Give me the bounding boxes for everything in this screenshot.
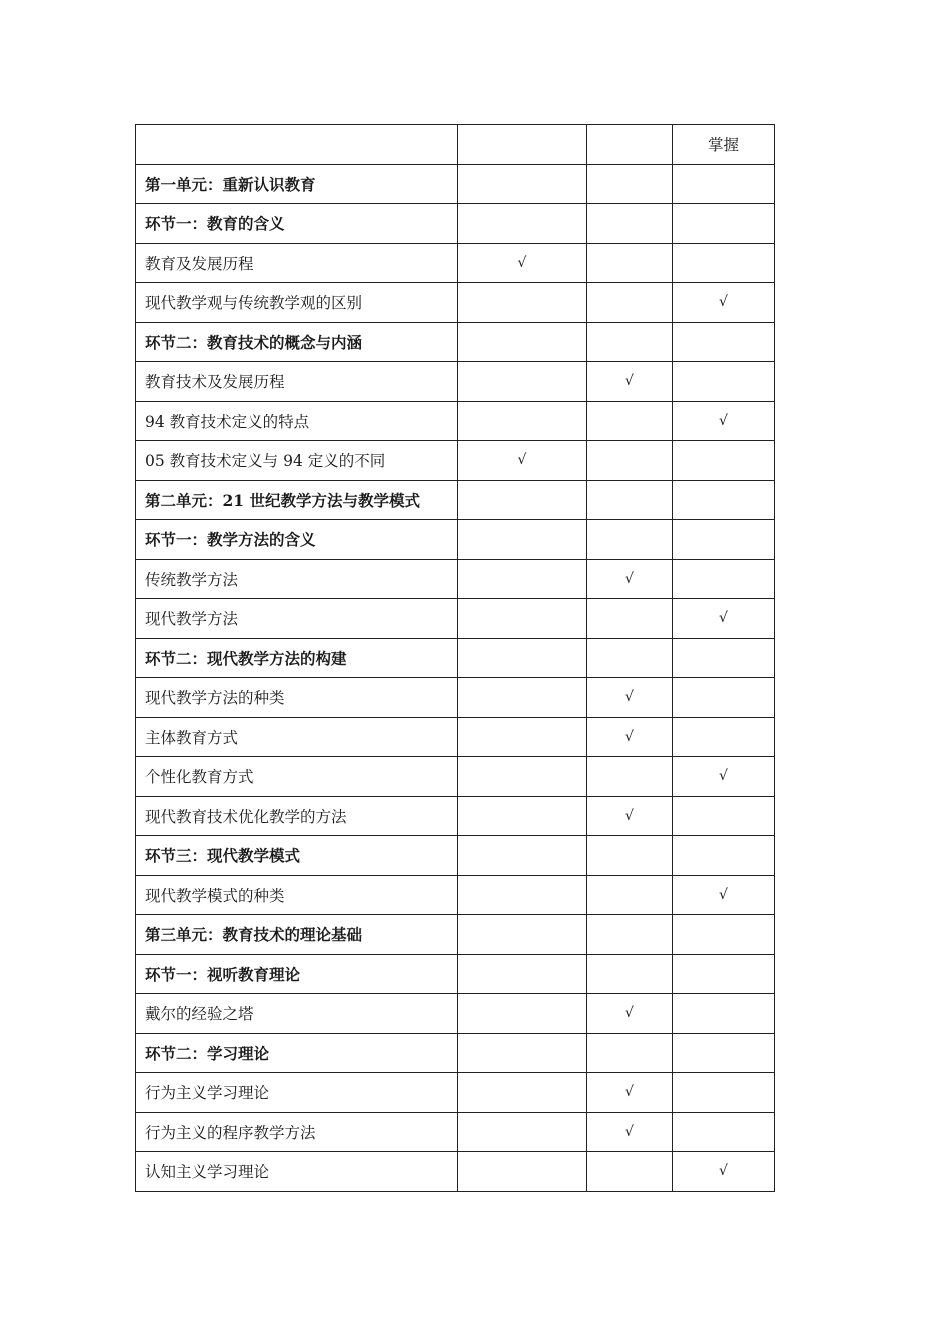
topic-cell: 教育技术及发展历程 [136,362,458,402]
table-row [136,164,775,204]
check-mark-cell: √ [587,559,673,599]
check-mark-cell: √ [587,678,673,718]
check-mark-cell: √ [587,1073,673,1113]
topic-cell: 行为主义的程序教学方法 [136,1112,458,1152]
table-row [136,796,775,836]
empty-cell [587,915,673,955]
empty-cell [458,322,587,362]
check-mark-cell: √ [673,875,775,915]
empty-cell [458,480,587,520]
table-row [136,994,775,1034]
empty-cell [458,599,587,639]
empty-cell [673,1112,775,1152]
table-row [136,559,775,599]
empty-cell [458,1073,587,1113]
empty-cell [587,757,673,797]
table-row [136,480,775,520]
empty-cell [673,836,775,876]
empty-cell [458,678,587,718]
empty-cell [587,638,673,678]
empty-cell [673,322,775,362]
empty-cell [458,994,587,1034]
table-row [136,520,775,560]
topic-cell: 现代教育技术优化教学的方法 [136,796,458,836]
empty-cell [587,401,673,441]
empty-cell [458,638,587,678]
empty-cell [587,1033,673,1073]
topic-cell: 现代教学方法 [136,599,458,639]
empty-cell [673,480,775,520]
check-mark-cell: √ [458,243,587,283]
topic-cell: 现代教学方法的种类 [136,678,458,718]
empty-cell [673,915,775,955]
empty-cell [587,441,673,481]
topic-cell: 05 教育技术定义与 94 定义的不同 [136,441,458,481]
check-mark-cell: √ [673,757,775,797]
empty-cell [673,678,775,718]
check-mark-cell: √ [587,1112,673,1152]
section-heading-cell: 第一单元：重新认识教育 [136,164,458,204]
table-row [136,717,775,757]
table-row [136,362,775,402]
topic-cell: 行为主义学习理论 [136,1073,458,1113]
table-row [136,875,775,915]
empty-cell [587,1152,673,1192]
header-cell-topic [136,125,458,165]
table-row [136,283,775,323]
header-cell-level-2 [587,125,673,165]
empty-cell [458,915,587,955]
empty-cell [458,520,587,560]
empty-cell [587,480,673,520]
check-mark-cell: √ [673,599,775,639]
empty-cell [587,322,673,362]
empty-cell [587,599,673,639]
topic-cell: 94 教育技术定义的特点 [136,401,458,441]
topic-cell: 认知主义学习理论 [136,1152,458,1192]
empty-cell [458,836,587,876]
topic-cell: 现代教学观与传统教学观的区别 [136,283,458,323]
empty-cell [587,283,673,323]
empty-cell [458,1112,587,1152]
empty-cell [673,994,775,1034]
table-row [136,638,775,678]
section-heading-cell: 环节二：教育技术的概念与内涵 [136,322,458,362]
topic-cell: 戴尔的经验之塔 [136,994,458,1034]
header-row [136,125,775,165]
check-mark-cell: √ [673,401,775,441]
empty-cell [587,164,673,204]
table-row [136,954,775,994]
section-heading-cell: 环节一：教学方法的含义 [136,520,458,560]
table-row [136,678,775,718]
empty-cell [673,164,775,204]
table-row [136,915,775,955]
topic-cell: 主体教育方式 [136,717,458,757]
empty-cell [673,1073,775,1113]
table-row [136,441,775,481]
empty-cell [458,204,587,244]
empty-cell [673,796,775,836]
table-row [136,401,775,441]
section-heading-cell: 环节一：教育的含义 [136,204,458,244]
empty-cell [673,559,775,599]
topic-cell: 教育及发展历程 [136,243,458,283]
check-mark-cell: √ [673,283,775,323]
table-row [136,322,775,362]
check-mark-cell: √ [587,994,673,1034]
empty-cell [587,875,673,915]
empty-cell [458,717,587,757]
table-row [136,1152,775,1192]
empty-cell [458,1033,587,1073]
empty-cell [458,796,587,836]
section-heading-cell: 环节二：学习理论 [136,1033,458,1073]
table-row [136,599,775,639]
check-mark-cell: √ [587,717,673,757]
table-row [136,204,775,244]
empty-cell [458,954,587,994]
section-heading-cell: 环节三：现代教学模式 [136,836,458,876]
table-row [136,1112,775,1152]
empty-cell [673,1033,775,1073]
empty-cell [458,875,587,915]
empty-cell [458,1152,587,1192]
header-cell-master: 掌握 [673,125,775,165]
empty-cell [458,401,587,441]
empty-cell [458,362,587,402]
empty-cell [587,836,673,876]
empty-cell [458,559,587,599]
empty-cell [458,164,587,204]
empty-cell [458,283,587,323]
section-heading-cell: 第二单元：21 世纪教学方法与教学模式 [136,480,458,520]
topic-cell: 传统教学方法 [136,559,458,599]
section-heading-cell: 环节一：视听教育理论 [136,954,458,994]
table-row [136,836,775,876]
empty-cell [673,362,775,402]
table-row [136,243,775,283]
empty-cell [587,204,673,244]
check-mark-cell: √ [673,1152,775,1192]
empty-cell [673,204,775,244]
empty-cell [673,638,775,678]
empty-cell [458,757,587,797]
section-heading-cell: 第三单元：教育技术的理论基础 [136,915,458,955]
syllabus-table [135,124,775,1192]
check-mark-cell: √ [587,362,673,402]
table-row [136,1033,775,1073]
header-cell-level-1 [458,125,587,165]
syllabus-table-body [136,125,775,1192]
empty-cell [673,441,775,481]
table-row [136,757,775,797]
empty-cell [673,520,775,560]
check-mark-cell: √ [458,441,587,481]
topic-cell: 个性化教育方式 [136,757,458,797]
section-heading-cell: 环节二：现代教学方法的构建 [136,638,458,678]
table-row [136,1073,775,1113]
empty-cell [587,954,673,994]
empty-cell [587,520,673,560]
empty-cell [673,717,775,757]
empty-cell [673,954,775,994]
empty-cell [673,243,775,283]
topic-cell: 现代教学模式的种类 [136,875,458,915]
empty-cell [587,243,673,283]
check-mark-cell: √ [587,796,673,836]
